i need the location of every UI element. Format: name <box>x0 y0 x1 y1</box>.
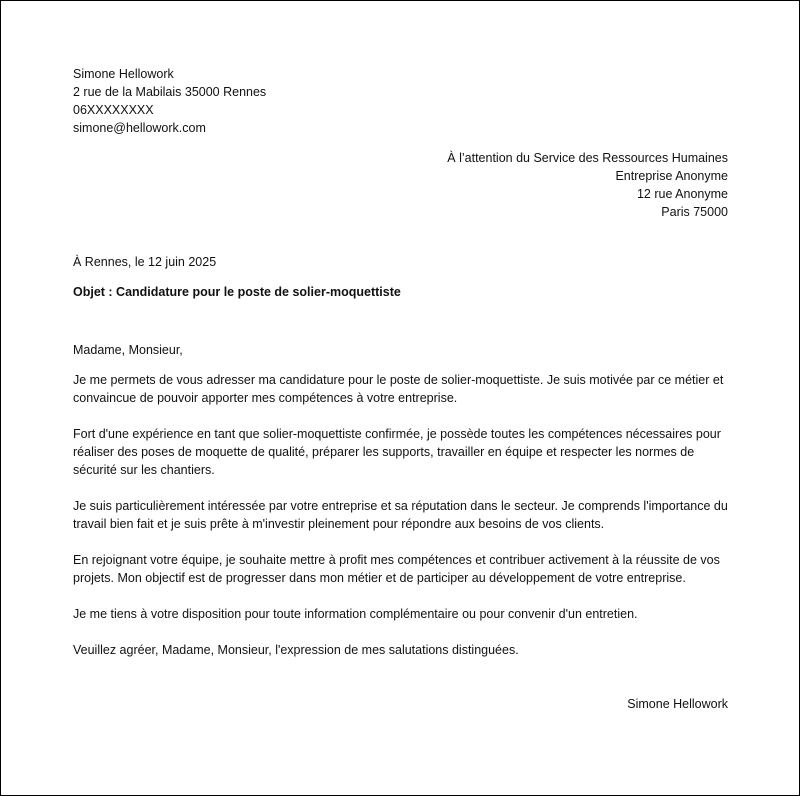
recipient-attention: À l’attention du Service des Ressources Humaines <box>447 151 728 165</box>
recipient-city: Paris 75000 <box>661 205 728 219</box>
sender-name: Simone Hellowork <box>73 67 174 81</box>
paragraph-experience: Fort d'une expérience en tant que solier-moquettiste confirmée, je possède toutes les compétences nécessaires pour réaliser des poses de moquette de qualité, préparer les supports, travailler en équipe et respecter les normes de sécurité sur les chantiers. <box>73 427 721 477</box>
sender-block <box>73 65 728 137</box>
sender-address: 2 rue de la Mabilais 35000 Rennes <box>73 85 267 99</box>
letter-body <box>73 65 728 713</box>
paragraph-goals: En rejoignant votre équipe, je souhaite mettre à profit mes compétences et contribuer activement à la réussite de vos projets. Mon objectif est de progresser dans mon métier et de participer au développement de votre entreprise. <box>73 553 720 585</box>
recipient-company: Entreprise Anonyme <box>615 169 728 183</box>
subject-line: Objet : Candidature pour le poste de solier-moquettiste <box>73 285 401 299</box>
recipient-block <box>73 149 728 221</box>
paragraph-interest: Je suis particulièrement intéressée par votre entreprise et sa réputation dans le secteur. Je comprends l'importance du travail bien fait et je suis prête à m'investir pleinement pour répondre aux besoins de vos clients. <box>73 499 728 531</box>
sender-phone: 06XXXXXXXX <box>73 103 154 117</box>
date-line: À Rennes, le 12 juin 2025 <box>73 255 217 269</box>
paragraph-availability: Je me tiens à votre disposition pour toute information complémentaire ou pour convenir d'un entretien. <box>73 607 638 621</box>
signature: Simone Hellowork <box>627 697 728 711</box>
greeting: Madame, Monsieur, <box>73 343 183 357</box>
recipient-street: 12 rue Anonyme <box>636 187 728 201</box>
sender-email: simone@hellowork.com <box>73 121 206 135</box>
paragraph-closing: Veuillez agréer, Madame, Monsieur, l'expression de mes salutations distinguées. <box>73 643 519 657</box>
paragraph-intro: Je me permets de vous adresser ma candidature pour le poste de solier-moquettiste. Je suis motivée par ce métier et convaincue de pouvoir apporter mes compétences à votre entreprise. <box>73 373 724 405</box>
